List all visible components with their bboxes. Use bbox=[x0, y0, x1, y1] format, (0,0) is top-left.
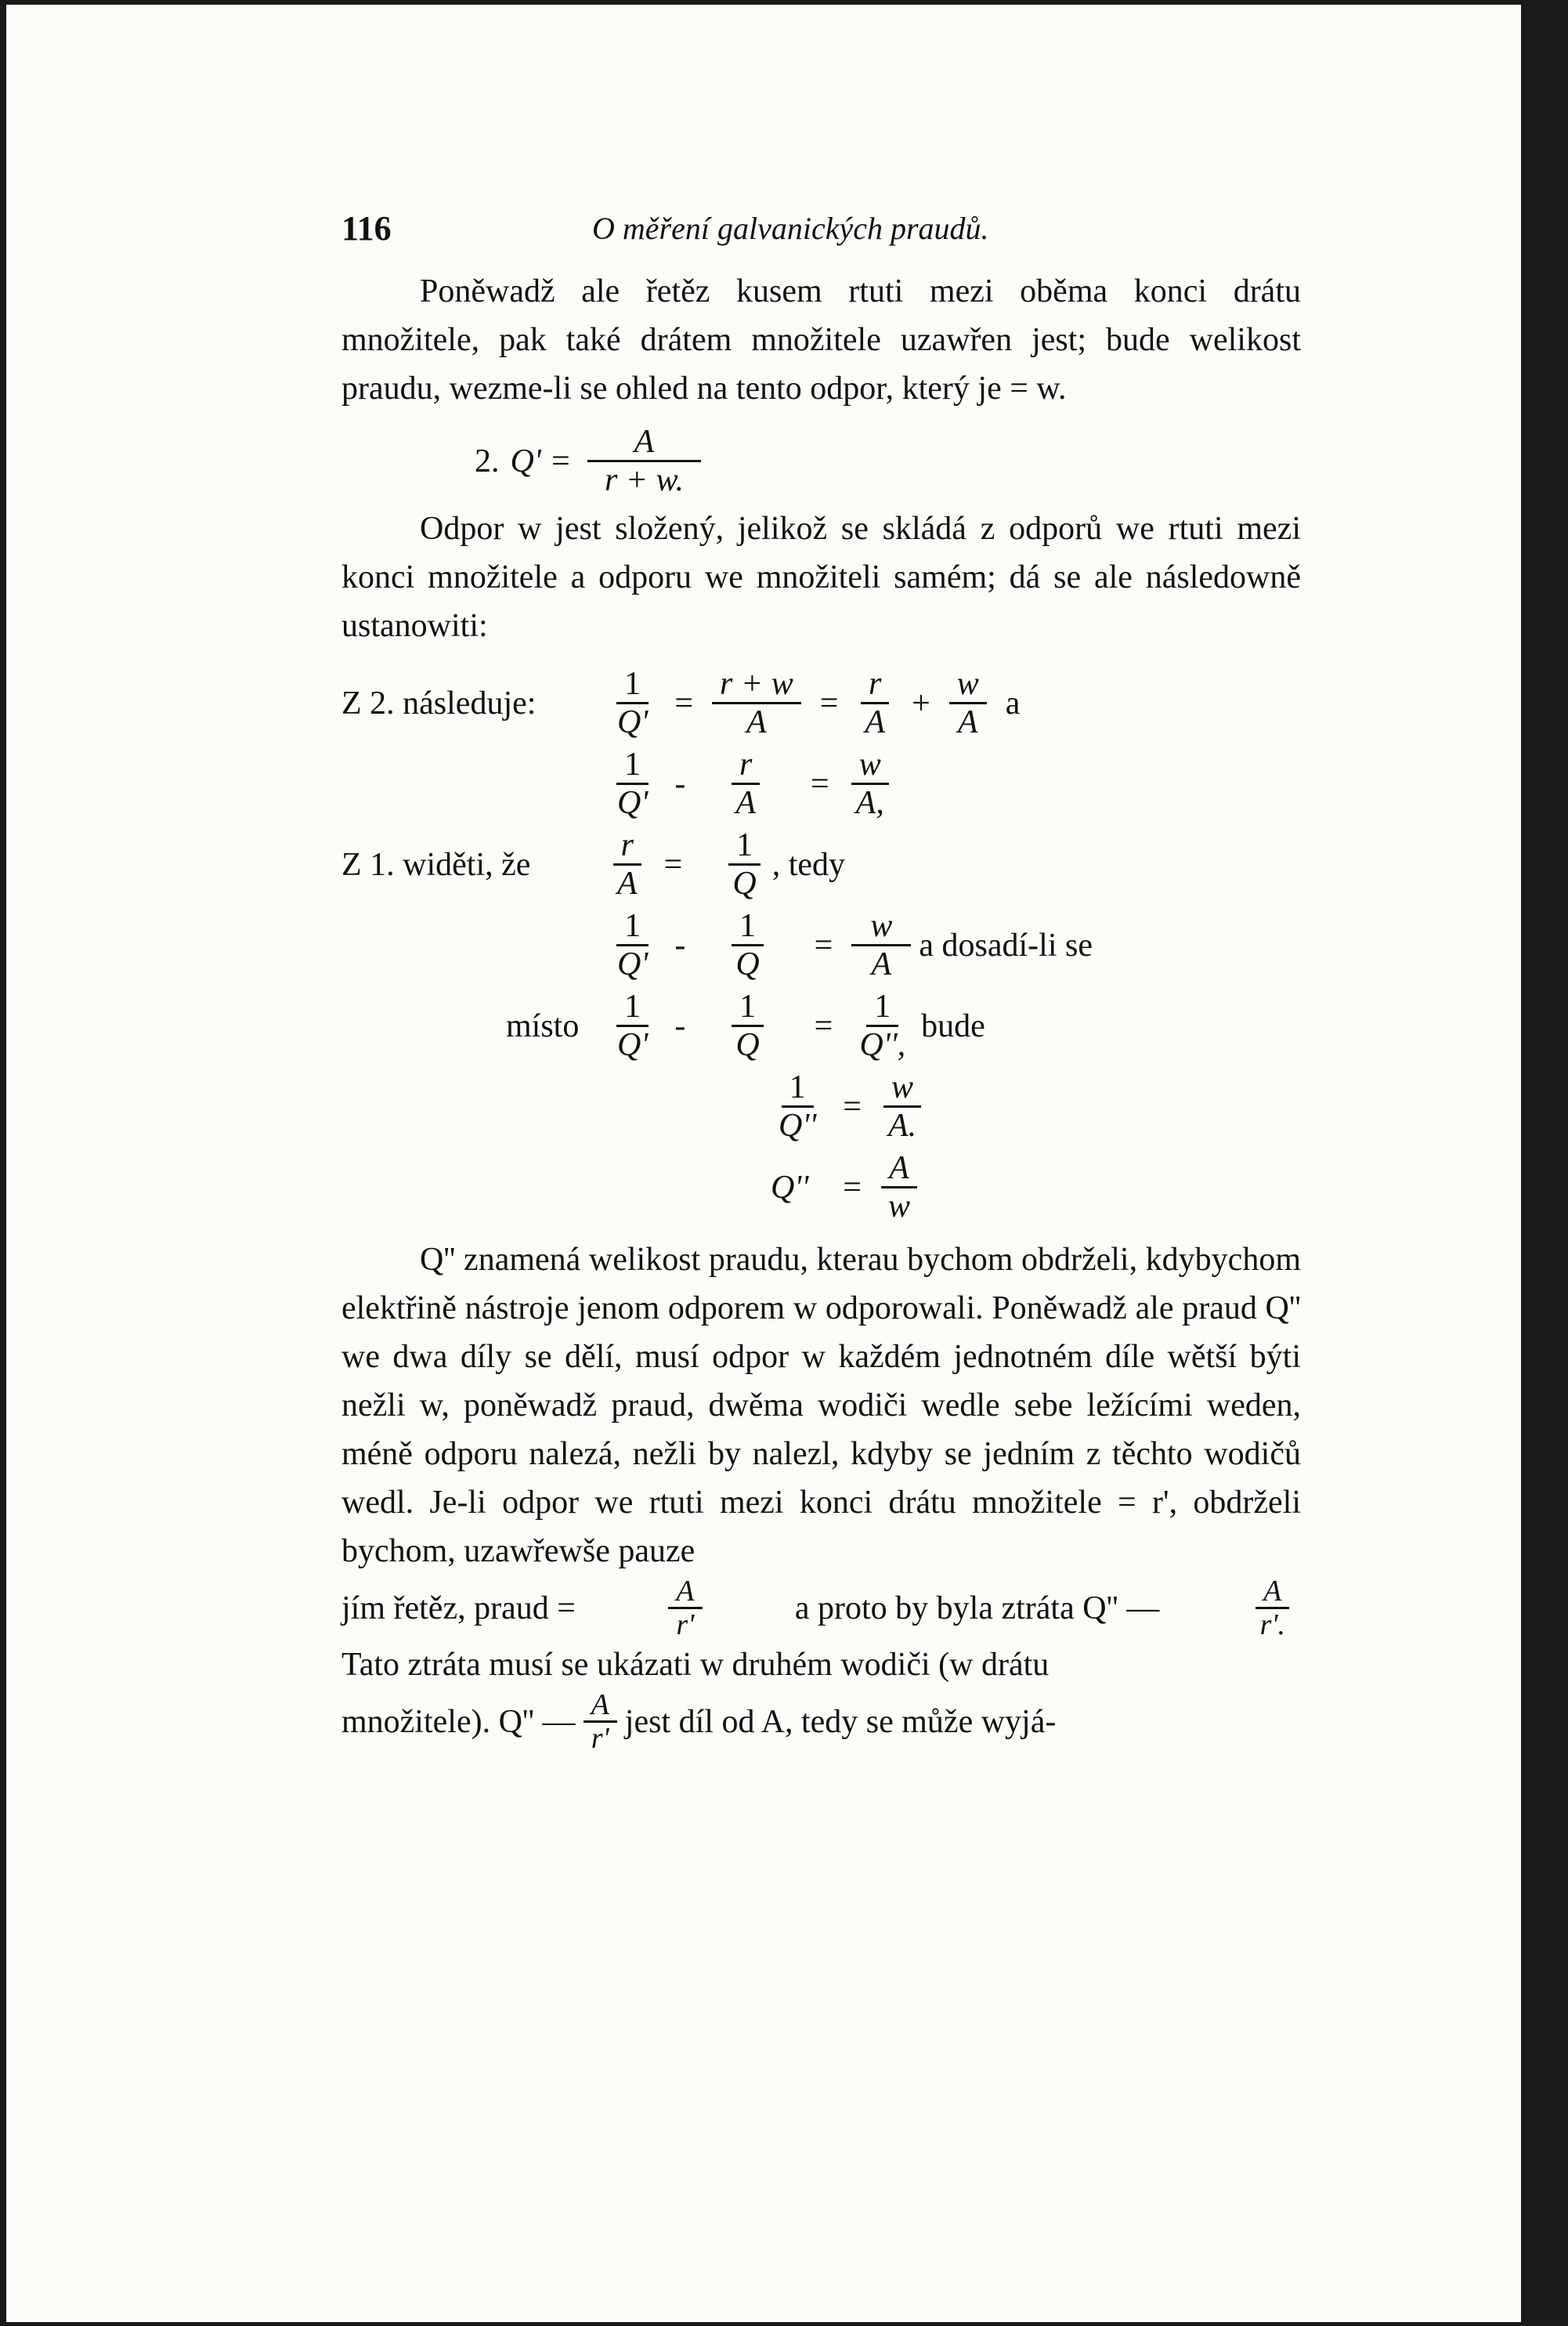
bude-word: bude bbox=[921, 1007, 985, 1044]
page-text bbox=[341, 204, 1301, 1754]
eq2-label: 2. bbox=[475, 443, 500, 479]
paragraph-2: Odpor w jest složený, jelikož se skládá z odporů we rtuti mezi konci množitele a odporu we množiteli samém; dá se ale následowně ustanowiti: bbox=[341, 511, 1301, 644]
page-number: 116 bbox=[341, 209, 392, 248]
z2-label: Z 2. následuje: bbox=[341, 685, 537, 722]
eq2-denominator: r + w. bbox=[604, 462, 685, 498]
deriv-line-4: 1 Q' - $\frac{1}{Q}$ = $\frac{w}{A}$ a dosadí-li se bbox=[617, 908, 1093, 982]
frac-r-A: $\frac{r}{A}$ bbox=[857, 666, 893, 740]
deriv-line-5: místo 1 Q' - $\frac{1}{Q}$ = $\frac{1}{Q'',}$ bude bbox=[506, 989, 985, 1063]
page-sheet bbox=[6, 5, 1521, 2322]
deriv-line-2: 1 Q' - $\frac{r}{A}$ = $\frac{w}{A,}$ bbox=[341, 747, 1301, 821]
frac-1-Q1: $\frac{1}{Q'}$ bbox=[617, 666, 649, 740]
line-last: množitele). Q'' — A r' jest díl od A, tedy se může wyjá- bbox=[341, 1688, 1057, 1755]
frac-w-A: $\frac{w}{A}$ bbox=[949, 666, 987, 740]
running-title: O měření galvanických praudů. bbox=[592, 211, 989, 246]
deriv-line-1: Z 2. následuje: $\frac{1}{Q'}$ = $\frac{r + w}{A}$ = $\frac{r}{A}$ + $\frac{w}{A}$ a bbox=[341, 666, 1021, 740]
dosadi-phrase: a dosadí-li se bbox=[919, 927, 1093, 964]
deriv-line-7: Q'' = $\frac{A}{w}$ bbox=[341, 1150, 1301, 1224]
misto-word: místo bbox=[506, 1007, 580, 1044]
line-jim-retez: jím řetěz, praud = $\frac{A}{r'}$ a proto by byla ztráta Q'' — A r'. bbox=[341, 1575, 1301, 1640]
page-header bbox=[341, 204, 1301, 267]
paragraph-3: Q'' znamená welikost praudu, kterau bychom obdrželi, kdybychom elektřině nástroje jenom odporem w odporowali. Poněwadž ale praud Q'' we dwa díly se dělí, musí odpor w každém jednotném díle wětší býti nežli w, poněwadž praud, dwěma wodiči wedle sebe ležícími weden, méně odporu nalezá, nežli by nalezl, kdyby se jedním z těchto wodičů wedl. Je-li odpor we rtuti mezi konci drátu množitele = r', obdrželi bychom, uzawřewše pauze bbox=[341, 1242, 1301, 1569]
tedy-word: , tedy bbox=[771, 846, 845, 883]
eq2-numerator: A bbox=[587, 424, 702, 462]
eq2-lhs: Q' = bbox=[510, 443, 572, 479]
equation-2 bbox=[475, 424, 1301, 498]
deriv-line-6: $\frac{1}{Q''}$ = $\frac{w}{A.}$ bbox=[341, 1069, 1301, 1144]
z1-label: Z 1. widěti, že bbox=[341, 846, 531, 883]
deriv-line-3: Z 1. widěti, že $\frac{r}{A}$ = $\frac{1}{Q}$ , tedy bbox=[341, 827, 845, 902]
paragraph-1: Poněwadž ale řetěz kusem rtuti mezi oběma konci drátu množitele, pak také drátem množitele uzawřen jest; bude welikost praudu, wezme-li se ohled na tento odpor, který je = w. bbox=[341, 273, 1301, 407]
eq2-fraction bbox=[587, 424, 702, 498]
paragraph-4: Tato ztráta musí se ukázati w druhém wodiči (w drátu bbox=[341, 1647, 1050, 1683]
frac-rpw-A: $\frac{r + w}{A}$ bbox=[712, 666, 801, 740]
